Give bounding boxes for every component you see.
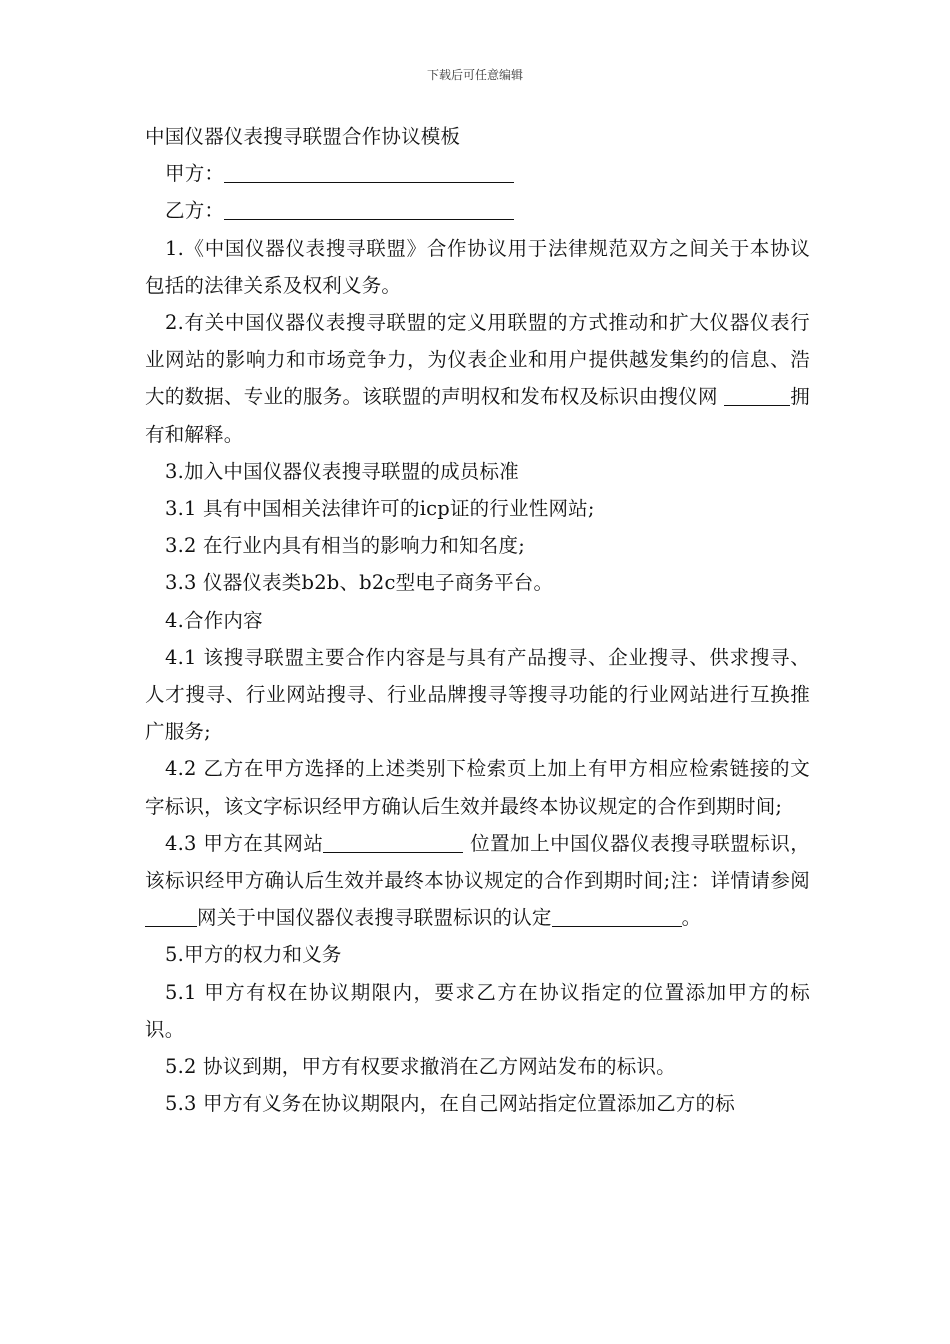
- clause-4-2: 4.2 乙方在甲方选择的上述类别下检索页上加上有甲方相应检索链接的文字标识，该文字标识经甲方确认后生效并最终本协议规定的合作到期时间;: [145, 757, 810, 818]
- clause-3-2: 3.2 在行业内具有相当的影响力和知名度;: [165, 534, 525, 558]
- clause-2-text-b: 拥有和解释。: [145, 385, 811, 446]
- clause-4-3-text-a: 4.3 甲方在其网站: [165, 831, 324, 855]
- clause-2: [145, 304, 810, 453]
- page-header: 下载后可任意编辑: [426, 68, 523, 82]
- clause-4-3: [145, 825, 810, 937]
- clause-5: 5.甲方的权力和义务: [165, 943, 342, 967]
- clause-3-3: 3.3 仪器仪表类b2b、b2c型电子商务平台。: [165, 571, 554, 595]
- clause-3-1: 3.1 具有中国相关法律许可的icp证的行业性网站;: [165, 497, 595, 521]
- clause-5-1: 5.1 甲方有权在协议期限内，要求乙方在协议指定的位置添加甲方的标识。: [145, 980, 810, 1041]
- clause-4-3-blank-2: [145, 907, 197, 928]
- party-b-blank: [224, 200, 514, 221]
- clause-4-1: 4.1 该搜寻联盟主要合作内容是与具有产品搜寻、企业搜寻、供求搜寻、人才搜寻、行业网站搜寻、行业品牌搜寻等搜寻功能的行业网站进行互换推广服务;: [145, 645, 810, 744]
- clause-4-3-blank-3: [552, 907, 592, 928]
- clause-4-3-text-d: 。: [681, 906, 702, 930]
- clause-5-3: 5.3 甲方有义务在协议期限内，在自己网站指定位置添加乙方的标: [165, 1092, 735, 1116]
- clause-2-blank: [724, 386, 790, 407]
- clause-5-2: 5.2 协议到期，甲方有权要求撤消在乙方网站发布的标识。: [165, 1055, 676, 1079]
- clause-4: 4.合作内容: [165, 608, 263, 632]
- clause-3: 3.加入中国仪器仪表搜寻联盟的成员标准: [165, 459, 519, 483]
- clause-4-3-blank-4: [592, 907, 682, 928]
- document-body: [145, 118, 810, 1122]
- party-a-line: [145, 155, 810, 192]
- clause-4-3-text-c: 网关于中国仪器仪表搜寻联盟标识的认定: [197, 906, 552, 930]
- party-a-label: 甲方：: [165, 162, 225, 186]
- clause-2-text-a: 2.有关中国仪器仪表搜寻联盟的定义用联盟的方式推动和扩大仪器仪表行业网站的影响力和市场竞争力，为仪表企业和用户提供越发集约的信息、浩大的数据、专业的服务。该联盟的声明权和发布权及标识由搜仪网: [145, 311, 810, 409]
- clause-4-3-text-b: 位置加上中国仪器仪表搜寻联盟标识，该标识经甲方确认后生效并最终本协议规定的合作到期时间;注：详情请参阅: [145, 831, 810, 893]
- clause-1: 1.《中国仪器仪表搜寻联盟》合作协议用于法律规范双方之间关于本协议包括的法律关系及权利义务。: [145, 236, 810, 297]
- party-b-line: [145, 192, 810, 229]
- document-title: 中国仪器仪表搜寻联盟合作协议模板: [145, 125, 461, 148]
- party-b-label: 乙方：: [165, 199, 225, 223]
- clause-4-3-blank-1: [323, 832, 463, 853]
- party-a-blank: [224, 163, 514, 184]
